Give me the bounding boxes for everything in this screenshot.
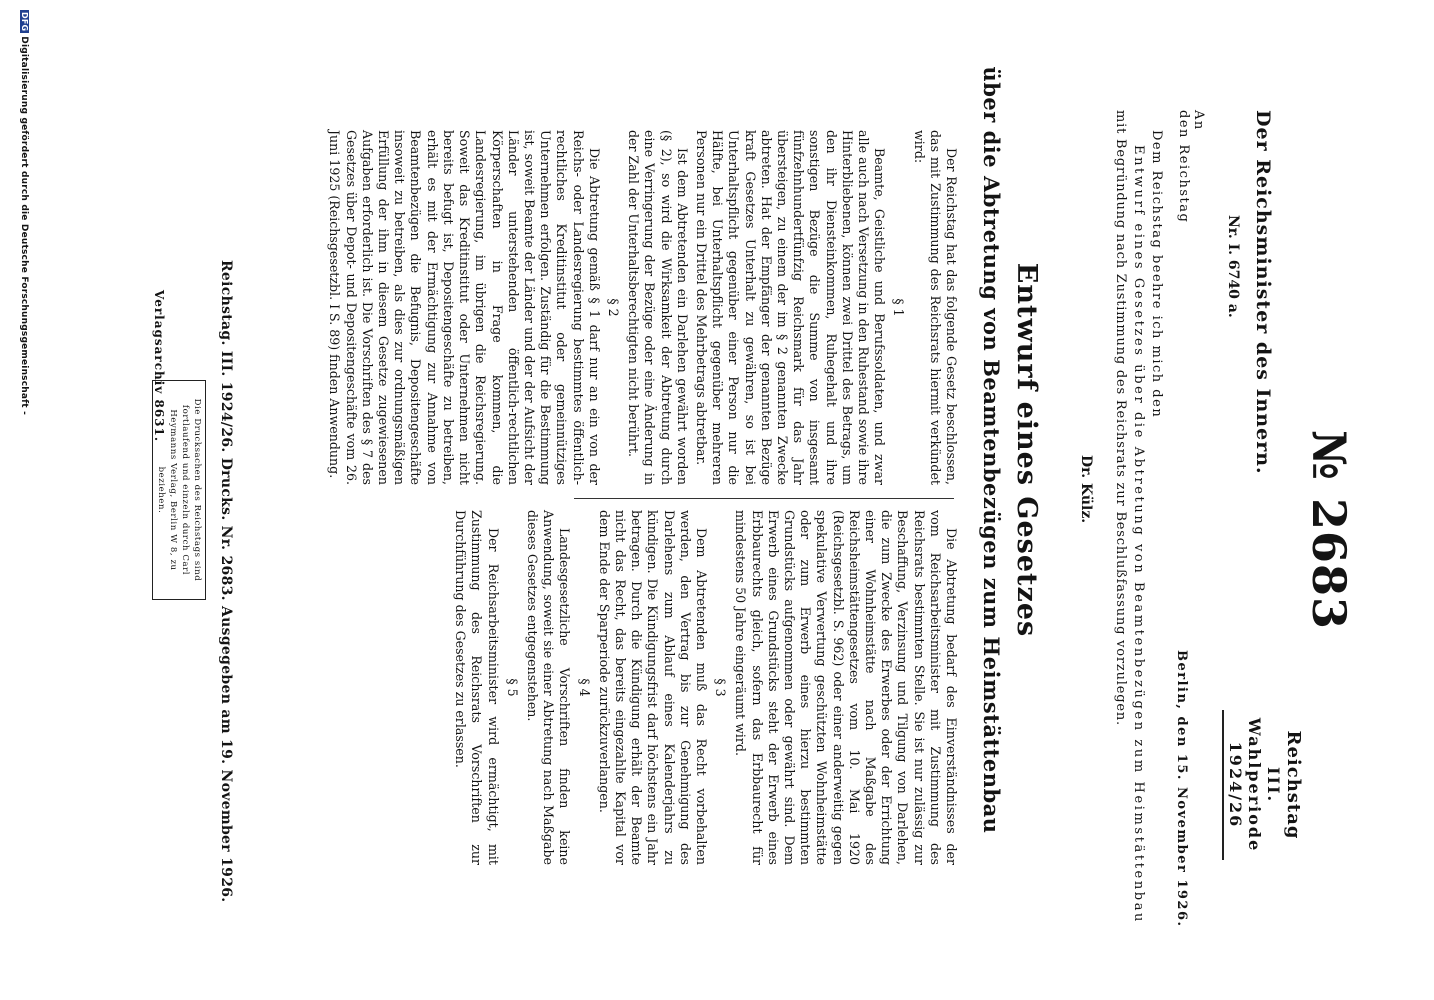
section-heading: § 1 — [891, 298, 907, 317]
right-column — [449, 510, 959, 865]
document-title: Entwurf eines Gesetzes — [1011, 262, 1042, 638]
section-paragraph: Der Reichsarbeitsminister wird ermächtigt, mit Zustimmung des Reichsrats Vorschriften zur Durchführung des Gesetzes zu erlassen. — [453, 510, 501, 865]
section-paragraph: Ist dem Abtretenden ein Darlehen gewährt worden (§ 2), so wird die Wirksamkeit der Abtretung durch eine Verringerung der Bezüge oder eine Änderung in der Zahl der Unterhaltsberechtigten nicht berührt. — [626, 130, 690, 485]
period-label: III. Wahlperiode — [1245, 717, 1283, 853]
dfg-logo-icon: DFG — [20, 12, 29, 32]
section-heading: § 5 — [504, 678, 520, 697]
funding-text: Digitalisierung gefördert durch die Deutsche Forschungsgemeinschaft - — [19, 36, 29, 416]
addressee — [1176, 110, 1206, 223]
print-line: Reichstag. III. 1924/26. Drucks. Nr. 2683. Ausgegeben am 19. November 1926. — [218, 260, 234, 903]
section-paragraph: Landesgesetzliche Vorschriften finden keine Anwendung, soweit sie einer Abtretung nach Maßgabe dieses Gesetzes entgegenstehen. — [524, 510, 573, 865]
cover-text-line-1: Dem Reichstag beehre ich mich den — [1149, 130, 1164, 419]
addressee-line-2: den Reichstag — [1176, 110, 1191, 224]
section-heading: § 2 — [605, 298, 621, 317]
section-heading: § 4 — [576, 678, 592, 697]
reference-number: Nr. I. 6740 a. — [1225, 215, 1241, 318]
publisher-note: Die Drucksachen des Reichstags sind fortlaufend und einzeln durch Carl Heymanns Verlag, Berlin W 8, zu beziehen. — [152, 380, 206, 600]
section-paragraph: Beamte, Geistliche und Berufssoldaten, und zwar alle auch nach Versetzung in den Ruhestand sowie ihre Hinterbliebenen, können zwei Drittel des Betrags, um den ihr Diensteinkommen, Ruhegehalt und ihre sonstigen Bezüge die Summe von insgesamt fünfzehnhundertfünfzig Reichsmark für das Jahr übersteigen, zu einem der im § 2 genannten Zwecke abtreten. Hat der Empfänger der genannten Bezüge kraft Gesetzes Unterhalt zu gewähren, so ist bei Unterhaltspflicht gegenüber einer Person nur die Hälfte, bei Unterhaltspflicht gegenüber mehreren Personen nur ein Drittel des Mehrbetrags abtretbar. — [693, 130, 888, 485]
document-number: № 2683 — [1302, 430, 1356, 631]
cover-text-line-3: mit Begründung nach Zustimmung des Reichsrats zur Beschlußfassung vorzulegen. — [1113, 110, 1128, 726]
signature: Dr. Külz. — [1078, 455, 1094, 524]
preamble: Der Reichstag hat das folgende Gesetz beschlossen, das mit Zustimmung des Reichsrats hiermit verkündet wird: — [911, 130, 959, 485]
archive-number: Verlagsarchiv 8631. — [152, 290, 166, 443]
section-heading: § 3 — [713, 678, 729, 697]
parliament-header — [1222, 700, 1304, 870]
section-paragraph: Dem Abtretenden muß das Recht vorbehalten werden, den Vertrag bis zur Genehmigung des Darlehens zum Ablauf eines Kalenderjahrs zu kündigen. Die Kündigungsfrist darf höchstens ein Jahr betragen. Durch die Kündigung erhält der Beamte nicht das Recht, das bereits eingezahlte Kapital vor dem Ende der Sparperiode zurückzuverlangen. — [596, 510, 709, 865]
sender: Der Reichsminister des Innern. — [1252, 110, 1274, 475]
document-subtitle: über die Abtretung von Beamtenbezügen zum Heimstättenbau — [979, 66, 1004, 834]
header-rule — [1222, 710, 1224, 860]
reichstag-label: Reichstag — [1283, 730, 1304, 840]
addressee-line-1: An — [1191, 110, 1206, 131]
cover-text-line-2: Entwurf eines Gesetzes über die Abtretung von Beamtenbezügen zum Heimstättenbau — [1131, 145, 1146, 925]
place-date: Berlin, den 15. November 1926. — [1174, 650, 1189, 928]
period-years: 1924/26 — [1226, 741, 1245, 829]
column-divider — [574, 498, 954, 499]
left-column — [323, 130, 959, 485]
funding-note — [19, 10, 29, 415]
section-paragraph: Die Abtretung bedarf des Einverständnisses der vom Reichsarbeitsminister mit Zustimmung des Reichsrats bestimmten Stelle. Sie ist nur zulässig zur Beschaffung, Verzinsung und Tilgung von Darlehen, die zum Zwecke des Erwerbes oder der Errichtung einer Wohnheimstätte nach Maßgabe des Reichsheimstättengesetzes vom 10. Mai 1920 (Reichsgesetzbl. S. 962) oder einer anderweitig gegen spekulative Verwertung geschützten Wohnheimstätte oder zum Erwerb eines hierzu bestimmten Grundstücks aufgenommen oder gewährt sind. Dem Erwerb eines Grundstücks steht der Erwerb eines Erbbaurechts gleich, sofern das Erbbaurecht für mindestens 50 Jahre eingeräumt wird. — [733, 510, 959, 865]
section-paragraph: Die Abtretung gemäß § 1 darf nur an ein von der Reichs- oder Landesregierung bestimmtes öffentlich-rechtliches Kreditinstitut oder gemeinnütziges Unternehmen erfolgen. Zuständig für die Bestimmung ist, soweit Beamte der Länder und der der Aufsicht der Länder unterstehenden öffentlich-rechtlichen Körperschaften in Frage kommen, die Landesregierung, im übrigen die Reichsregierung. Soweit das Kreditinstitut oder Unternehmen nicht bereits befugt ist, Depositengeschäfte zu betreiben, erhält es mit der Ermächtigung zur Annahme von Beamtenbezügen die Befugnis, Depositengeschäfte insoweit zu betreiben, als dies zur ordnungsmäßigen Erfüllung der ihm in diesem Gesetze zugewiesenen Aufgaben erforderlich ist. Die Vorschriften des § 7 des Gesetzes über Depot- und Depositengeschäfte vom 26. Juni 1925 (Reichsgesetzbl. I S. 89) finden Anwendung. — [327, 130, 602, 485]
